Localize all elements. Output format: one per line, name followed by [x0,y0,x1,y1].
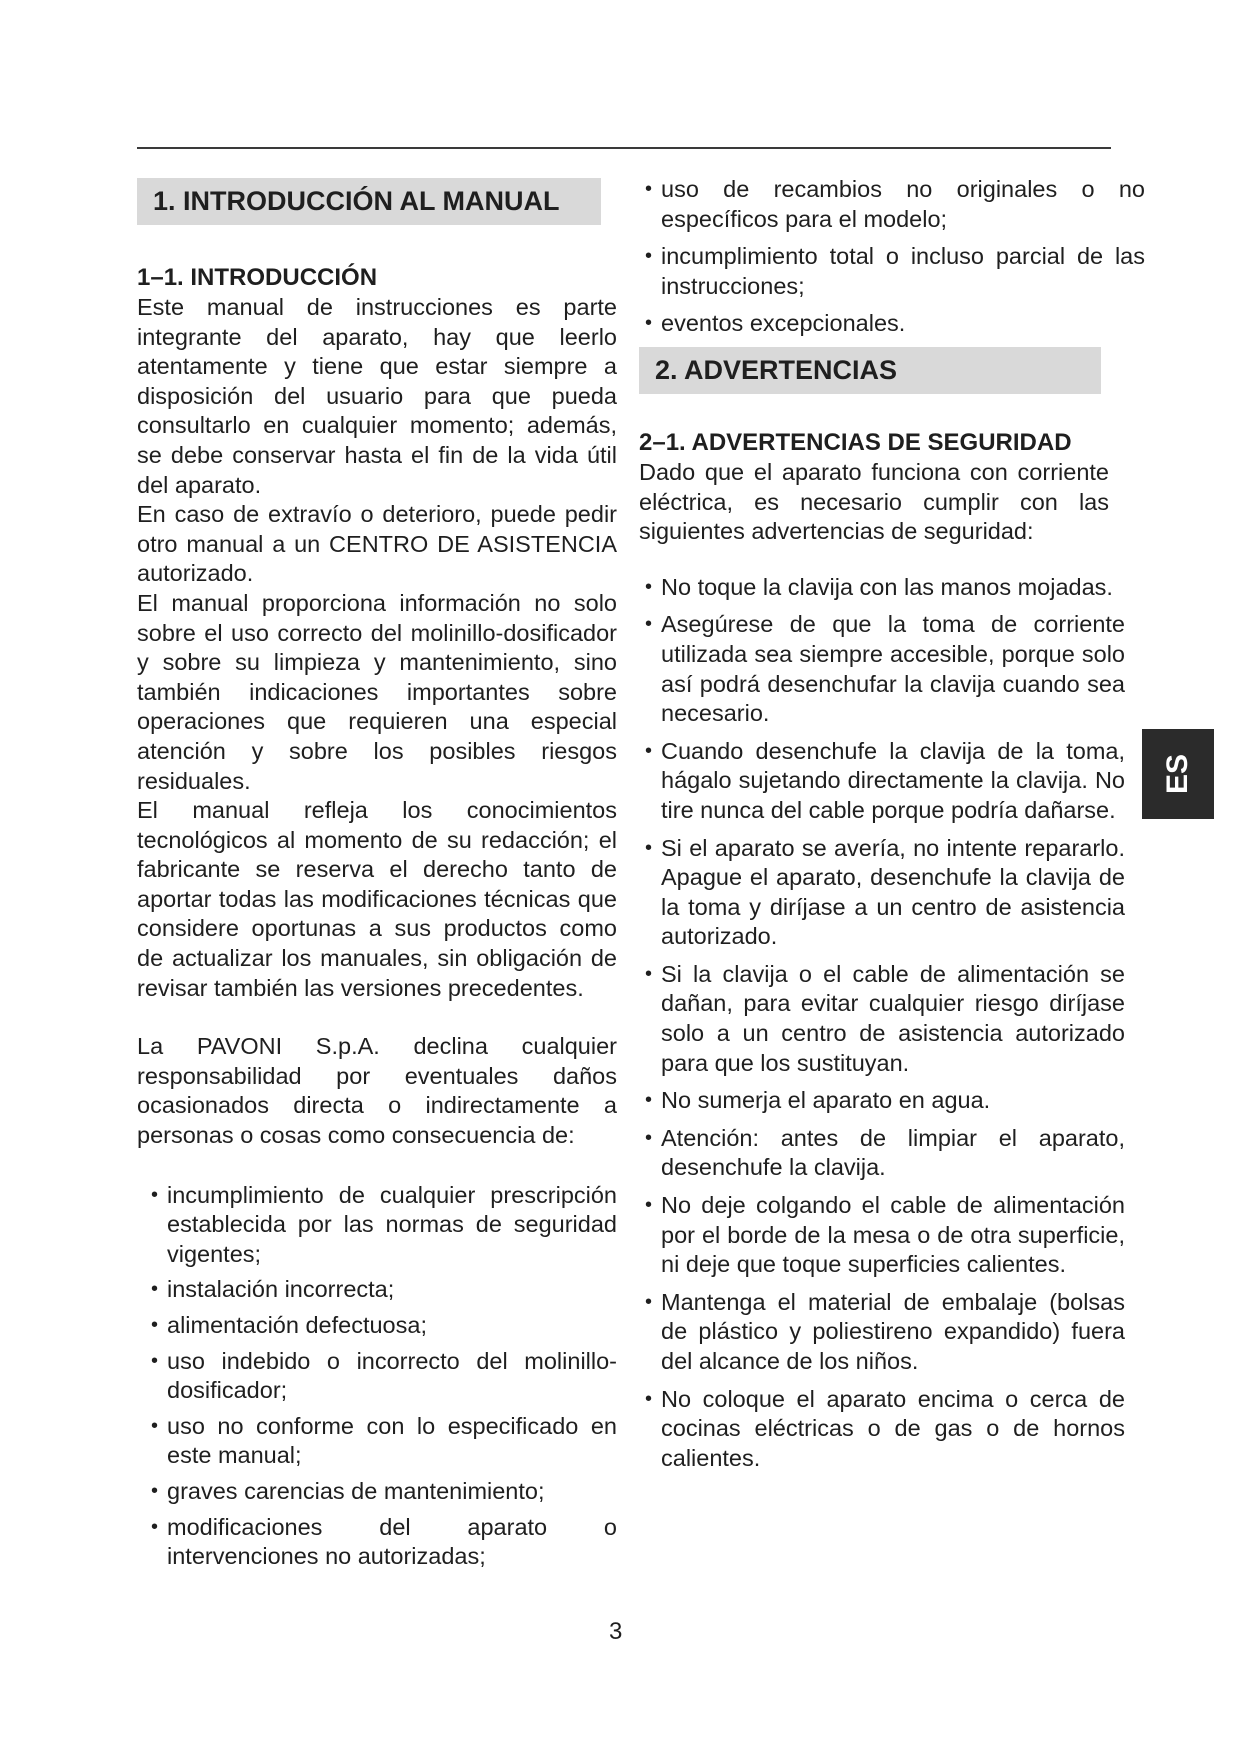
warning-item: • No deje colgando el cable de alimentación por el borde de la mesa o de otra superficie, ni deje que toque superficies calientes. [645,1191,1125,1280]
subsection-1-1-heading: 1–1. INTRODUCCIÓN [137,264,378,291]
warning-item: • Mantenga el material de embalaje (bolsas de plástico y poliestireno expandido) fuera del alcance de los niños. [645,1288,1125,1377]
list-item: • uso de recambios no originales o no específicos para el modelo; [645,175,1145,234]
list-item: • eventos excepcionales. [645,309,1145,339]
warning-item: • Asegúrese de que la toma de corriente utilizada sea siempre accesible, porque solo así podrá desenchufar la clavija cuando sea necesario. [645,610,1125,728]
warning-item: • No sumerja el aparato en agua. [645,1086,1125,1116]
warning-item: • Si la clavija o el cable de alimentación se dañan, para evitar cualquier riesgo diríjase solo a un centro de asistencia autorizado para que los sustituyan. [645,960,1125,1078]
language-tab-label: ES [1161,753,1194,795]
liability-list-right [645,175,1145,339]
list-item: • incumplimiento de cualquier prescripción establecida por las normas de seguridad vigentes; [151,1181,617,1270]
warning-item: • Atención: antes de limpiar el aparato, desenchufe la clavija. [645,1124,1125,1183]
section-2-heading: 2. ADVERTENCIAS [639,347,1101,394]
liability-paragraph: La PAVONI S.p.A. declina cualquier responsabilidad por eventuales daños ocasionados directa o indirectamente a personas o cosas como consecuencia de: [137,1033,617,1149]
section-1-heading: 1. INTRODUCCIÓN AL MANUAL [137,178,601,225]
intro-paragraph-3: El manual proporciona información no solo sobre el uso correcto del molinillo-dosificador y sobre su limpieza y mantenimiento, sino también indicaciones importantes sobre operaciones que requieren una especial atención y sobre los posibles riesgos residuales. [137,589,617,794]
list-item: • uso indebido o incorrecto del molinillo-dosificador; [151,1347,617,1406]
right-column [639,175,1145,1473]
list-item: • incumplimiento total o incluso parcial de las instrucciones; [645,242,1145,301]
warning-item: • No coloque el aparato encima o cerca de cocinas eléctricas o de gas o de hornos calientes. [645,1385,1125,1474]
warning-item: • Cuando desenchufe la clavija de la toma, hágalo sujetando directamente la clavija. No tire nunca del cable porque podría dañarse. [645,737,1125,826]
list-item: • uso no conforme con lo especificado en este manual; [151,1412,617,1471]
intro-paragraph-2: En caso de extravío o deterioro, puede pedir otro manual a un CENTRO DE ASISTENCIA autorizado. [137,501,617,587]
list-item: • graves carencias de mantenimiento; [151,1477,617,1507]
liability-list-left [151,1181,617,1572]
safety-warnings-list [645,573,1125,1474]
left-column [137,178,617,1572]
language-tab [1142,729,1214,819]
safety-intro-paragraph: Dado que el aparato funciona con corriente eléctrica, es necesario cumplir con las siguientes advertencias de seguridad: [639,458,1109,545]
warning-item: • Si el aparato se avería, no intente repararlo. Apague el aparato, desenchufe la clavija de la toma y diríjase a un centro de asistencia autorizado. [645,834,1125,952]
page-number: 3 [609,1618,623,1645]
list-item: • modificaciones del aparato o intervenciones no autorizadas; [151,1513,617,1572]
warning-item: • No toque la clavija con las manos mojadas. [645,573,1125,603]
list-item: • instalación incorrecta; [151,1275,617,1305]
intro-paragraph-1: Este manual de instrucciones es parte integrante del aparato, hay que leerlo atentamente y tiene que estar siempre a disposición del usuario para que pueda consultarlo en cualquier momento; además, se debe conservar hasta el fin de la vida útil del aparato. [137,294,617,498]
top-rule [137,147,1111,149]
list-item: • alimentación defectuosa; [151,1311,617,1341]
intro-paragraph-4: El manual refleja los conocimientos tecnológicos al momento de su redacción; el fabricante se reserva el derecho tanto de aportar todas las modificaciones técnicas que considere oportunas a sus productos como de actualizar los manuales, sin obligación de revisar también las versiones precedentes. [137,797,617,1001]
subsection-2-1-heading: 2–1. ADVERTENCIAS DE SEGURIDAD [639,428,1072,456]
